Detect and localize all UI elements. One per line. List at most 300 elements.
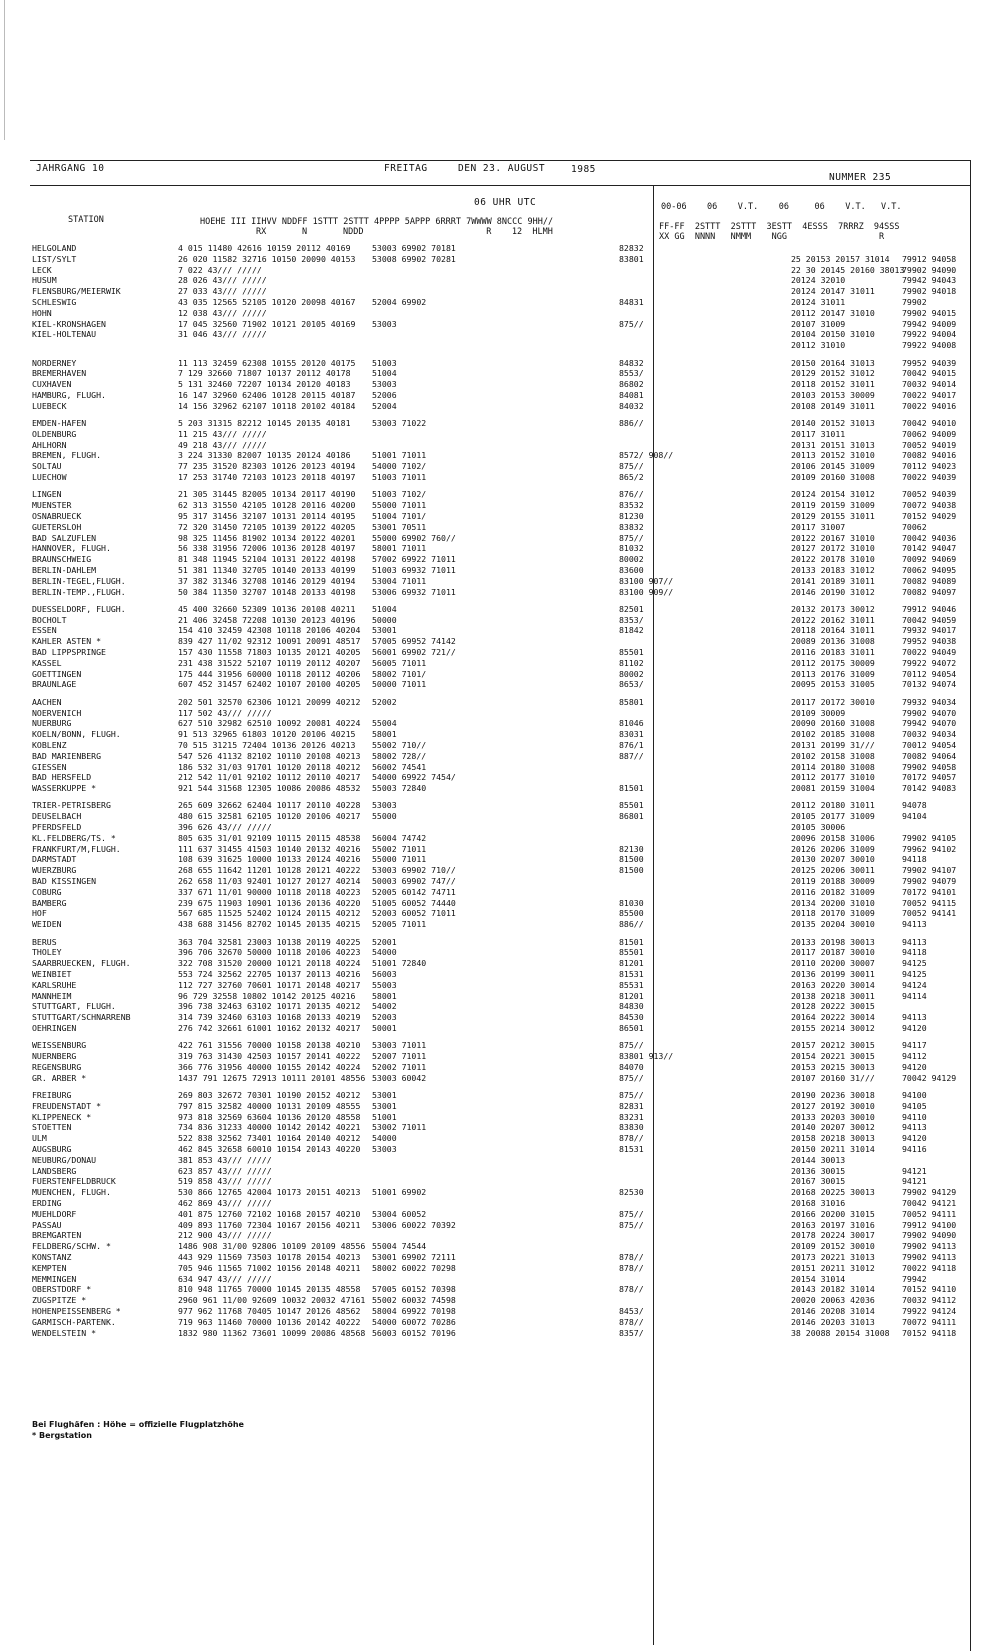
synop-groups-a: 810 948 11765 70000 10145 20135 48558: [178, 1284, 361, 1295]
synop-groups-c: 85801: [619, 696, 644, 707]
station-name: BERLIN-TEGEL,FLUGH.: [32, 575, 126, 586]
regional-groups: 20168 31016: [791, 1197, 846, 1208]
synop-groups-b: 58002 7101/: [372, 668, 427, 679]
station-name: KL.FELDBERG/TS. *: [32, 832, 116, 843]
observation-time: 06 UHR UTC: [474, 197, 537, 208]
station-name: BAD HERSFELD: [32, 772, 92, 783]
synop-groups-c: 84070: [619, 1061, 644, 1072]
synop-groups-a: 396 626 43/// /////: [178, 822, 272, 832]
station-name: KIEL-HOLTENAU: [32, 329, 97, 340]
regional-groups: 20178 20224 30017: [791, 1230, 875, 1241]
station-name: BREMEN, FLUGH.: [32, 450, 102, 461]
synop-groups-b: 57005 69952 74142: [372, 636, 456, 647]
synop-groups-c: 878//: [619, 1262, 644, 1273]
synop-groups-a: 1437 791 12675 72913 10111 20101 48556: [178, 1072, 366, 1083]
table-row: [32, 658, 967, 668]
synop-groups-c: 83100 909//: [619, 586, 674, 597]
table-row: [32, 379, 967, 389]
synop-groups-b: 55004: [372, 718, 397, 729]
extra-groups: 94078: [902, 800, 927, 811]
extra-groups: 94117: [902, 1040, 927, 1051]
station-name: HANNOVER, FLUGH.: [32, 543, 111, 554]
regional-groups: 20122 20162 31011: [791, 614, 875, 625]
synop-groups-b: 52003 60052 71011: [372, 908, 456, 919]
synop-groups-c: 83231: [619, 1111, 644, 1122]
station-name: GUETERSLOH: [32, 521, 82, 532]
regional-groups: 20133 20203 30010: [791, 1111, 875, 1122]
synop-groups-b: 50003 69902 747//: [372, 876, 456, 886]
table-row: [32, 440, 967, 450]
synop-groups-b: 55004 74544: [372, 1241, 427, 1252]
regional-groups: 20129 20152 31012: [791, 368, 875, 379]
regional-groups: 20124 20147 31011: [791, 286, 875, 297]
extra-groups: 70042 94121: [902, 1197, 957, 1208]
table-row: [32, 908, 967, 918]
synop-groups-b: 53001: [372, 1100, 397, 1111]
regional-groups: 20108 20149 31011: [791, 400, 875, 411]
extra-groups: 79942 94043: [902, 275, 957, 286]
regional-groups: 20132 20173 30012: [791, 603, 875, 614]
regional-groups: 20117 31007: [791, 521, 846, 532]
synop-groups-a: 5 203 31315 82212 10145 20135 40181: [178, 418, 351, 428]
table-row: [32, 329, 967, 339]
regional-groups: 20128 20222 30015: [791, 1001, 875, 1012]
table-row: [32, 286, 967, 296]
synop-groups-b: 52001: [372, 936, 397, 947]
station-name: PASSAU: [32, 1219, 62, 1230]
table-row: [32, 1328, 967, 1338]
table-row: [32, 887, 967, 897]
synop-groups-c: 80002: [619, 668, 644, 679]
synop-groups-b: 53003 69902 70181: [372, 243, 456, 253]
station-name: BRAUNSCHWEIG: [32, 554, 92, 565]
table-row: [32, 1112, 967, 1122]
synop-groups-a: 51 381 11340 32705 10140 20133 40199: [178, 564, 356, 575]
regional-groups: 20112 20147 31010: [791, 307, 875, 318]
synop-groups-c: 81201: [619, 990, 644, 1001]
regional-groups: 20090 20160 31008: [791, 718, 875, 729]
extra-groups: 79902 94015: [902, 307, 957, 318]
regional-groups: 20119 20159 31009: [791, 500, 875, 511]
synop-groups-a: 719 963 11460 70000 10136 20142 40222: [178, 1316, 361, 1327]
group-codes-subheader: RX N NDDD R 12 HLMH: [256, 227, 553, 237]
table-row: [32, 980, 967, 990]
station-name: BERLIN-TEMP.,FLUGH.: [32, 586, 126, 597]
regional-groups: 20135 20204 30010: [791, 919, 875, 930]
regional-groups: 38 20088 20154 31008: [791, 1327, 890, 1338]
extra-groups: 70112 94023: [902, 461, 957, 472]
station-name: KLIPPENECK *: [32, 1111, 92, 1122]
table-row: [32, 319, 967, 329]
synop-groups-b: 54000: [372, 1133, 397, 1144]
extra-groups: 94125: [902, 968, 927, 979]
extra-groups: 94113: [902, 936, 927, 947]
extra-groups: 70082 94089: [902, 575, 957, 586]
table-row: [32, 919, 967, 929]
table-row: [32, 669, 967, 679]
regional-groups: 20089 20136 31008: [791, 636, 875, 647]
synop-groups-b: 51003: [372, 357, 397, 368]
regional-groups: 20124 32010: [791, 275, 846, 286]
table-row: [32, 1101, 967, 1111]
extra-groups: 70092 94069: [902, 554, 957, 565]
table-row: [32, 1220, 967, 1230]
synop-groups-c: 865/2: [619, 472, 644, 482]
station-name: KARLSRUHE: [32, 979, 77, 990]
regional-groups: 20112 31010: [791, 340, 846, 351]
synop-groups-a: 212 542 11/01 92102 10112 20110 40217: [178, 772, 361, 783]
synop-groups-c: 81032: [619, 543, 644, 554]
year-label: 1985: [571, 164, 596, 175]
synop-groups-a: 366 776 31956 40000 10155 20142 40224: [178, 1061, 361, 1072]
synop-groups-c: 85500: [619, 908, 644, 919]
synop-groups-a: 81 348 11945 52104 10131 20122 40198: [178, 554, 356, 565]
station-name: MUENSTER: [32, 500, 72, 511]
synop-groups-b: 51003 69932 71011: [372, 564, 456, 575]
synop-groups-b: 58001: [372, 729, 397, 740]
regional-groups: 20173 20221 31013: [791, 1251, 875, 1262]
extra-groups: 79902 94129: [902, 1187, 957, 1198]
synop-groups-b: 53004 60052: [372, 1208, 427, 1219]
synop-groups-b: 54000 60072 70286: [372, 1316, 456, 1327]
station-name: KOBLENZ: [32, 739, 67, 750]
extra-groups: 79902 94090: [902, 264, 957, 275]
station-name: NORDERNEY: [32, 357, 77, 368]
table-row: [32, 833, 967, 843]
synop-groups-c: 82530: [619, 1187, 644, 1198]
table-row: [32, 1001, 967, 1011]
regional-groups: 20104 20150 31010: [791, 329, 875, 340]
synop-groups-b: 51004 7101/: [372, 510, 427, 521]
table-row: [32, 844, 967, 854]
synop-groups-b: 58002 728//: [372, 750, 427, 761]
regional-groups: 20117 31011: [791, 428, 846, 439]
table-row: [32, 1122, 967, 1132]
table-row: [32, 429, 967, 439]
synop-groups-a: 7 022 43/// /////: [178, 264, 262, 275]
synop-groups-b: 52002: [372, 696, 397, 707]
regional-groups: 20129 20155 31011: [791, 510, 875, 521]
synop-groups-c: 876/1: [619, 739, 644, 750]
synop-groups-a: 56 338 31956 72006 10136 20128 40197: [178, 543, 356, 554]
station-name: BERUS: [32, 936, 57, 947]
extra-groups: 94113: [902, 1012, 927, 1023]
synop-groups-a: 27 033 43/// /////: [178, 286, 267, 297]
station-name: THOLEY: [32, 947, 62, 958]
synop-groups-b: 58004 69922 70198: [372, 1305, 456, 1316]
extra-groups: 94113: [902, 919, 927, 930]
extra-groups: 70012 94054: [902, 739, 957, 750]
synop-groups-c: 83801 913//: [619, 1051, 674, 1061]
table-row: [32, 822, 967, 832]
extra-groups: 70072 94038: [902, 500, 957, 511]
synop-groups-c: 886//: [619, 919, 644, 930]
extra-groups: 70082 94016: [902, 450, 957, 461]
synop-groups-b: 52005 71011: [372, 919, 427, 930]
table-row: [32, 358, 967, 368]
synop-groups-a: 202 501 32570 62306 10121 20099 40212: [178, 696, 361, 707]
synop-groups-b: 57002 69922 71011: [372, 554, 456, 565]
regional-groups: 20107 20160 31///: [791, 1072, 875, 1083]
extra-groups: 79902 94070: [902, 707, 957, 718]
extra-groups: 94104: [902, 811, 927, 822]
synop-groups-c: 81501: [619, 783, 644, 794]
extra-groups: 70112 94054: [902, 668, 957, 679]
synop-groups-b: 50001: [372, 1022, 397, 1033]
synop-groups-b: 55002 60032 74598: [372, 1295, 456, 1306]
regional-groups: 20102 20185 31008: [791, 729, 875, 740]
right-codes-header: FF-FF 2STTT 2STTT 3ESTT 4ESSS 7RRRZ 94SSS: [659, 222, 900, 232]
synop-groups-a: 276 742 32661 61001 10162 20132 40217: [178, 1022, 361, 1033]
synop-groups-a: 319 763 31430 42503 10157 20141 40222: [178, 1051, 361, 1061]
extra-groups: 79942 94009: [902, 318, 957, 329]
synop-groups-c: 84081: [619, 389, 644, 400]
regional-groups: 20112 20180 31011: [791, 800, 875, 811]
extra-groups: 70152 94110: [902, 1284, 957, 1295]
extra-groups: 94120: [902, 1022, 927, 1033]
table-row: [32, 647, 967, 657]
synop-groups-b: 52004: [372, 400, 397, 411]
table-row: [32, 1051, 967, 1061]
extra-groups: 79932 94017: [902, 625, 957, 636]
station-name: GIESSEN: [32, 761, 67, 772]
regional-groups: 20164 20222 30014: [791, 1012, 875, 1023]
table-row: [32, 751, 967, 761]
table-row: [32, 679, 967, 689]
extra-groups: 94118: [902, 947, 927, 958]
synop-groups-c: 86802: [619, 379, 644, 390]
synop-groups-c: 82832: [619, 243, 644, 253]
table-row: [32, 937, 967, 947]
synop-groups-c: 83031: [619, 729, 644, 740]
extra-groups: 70072 94111: [902, 1316, 957, 1327]
table-row: [32, 1176, 967, 1186]
table-row: [32, 543, 967, 553]
table-row: [32, 729, 967, 739]
synop-groups-a: 462 845 32658 60010 10154 20143 40220: [178, 1143, 361, 1154]
table-row: [32, 390, 967, 400]
regional-groups: 20122 20167 31010: [791, 532, 875, 543]
station-name: FUERSTENFELDBRUCK: [32, 1176, 116, 1187]
station-name: SAARBRUECKEN, FLUGH.: [32, 958, 131, 969]
extra-groups: 79952 94038: [902, 636, 957, 647]
station-name: HOHN: [32, 307, 52, 318]
regional-groups: 20140 20207 30012: [791, 1122, 875, 1133]
station-name: OEHRINGEN: [32, 1022, 77, 1033]
synop-groups-a: 921 544 31568 12305 10086 20086 48532: [178, 783, 361, 794]
regional-groups: 20134 20200 31010: [791, 897, 875, 908]
regional-groups: 20119 20188 30009: [791, 876, 875, 886]
extra-groups: 94113: [902, 1122, 927, 1133]
table-row: [32, 708, 967, 718]
synop-groups-c: 84032: [619, 400, 644, 411]
synop-groups-a: 3 224 31330 82007 10135 20124 40186: [178, 450, 351, 461]
synop-groups-b: 51004: [372, 368, 397, 379]
synop-groups-a: 7 129 32660 71807 10137 20112 40178: [178, 368, 351, 379]
synop-groups-b: 54000: [372, 947, 397, 958]
synop-groups-a: 1486 908 31/00 92806 10109 20109 48556: [178, 1241, 366, 1252]
regional-groups: 20103 20153 30009: [791, 389, 875, 400]
extra-groups: 70152 94118: [902, 1327, 957, 1338]
synop-groups-c: 8353/: [619, 614, 644, 625]
regional-groups: 20146 20208 31014: [791, 1305, 875, 1316]
synop-groups-c: 84830: [619, 1001, 644, 1012]
synop-groups-a: 70 515 31215 72404 10136 20126 40213: [178, 739, 356, 750]
synop-groups-b: 50000 71011: [372, 679, 427, 690]
synop-groups-a: 4 015 11480 42616 10159 20112 40169: [178, 243, 351, 253]
regional-groups: 20020 20063 42036: [791, 1295, 875, 1306]
synop-groups-a: 396 706 32670 50000 10118 20106 40223: [178, 947, 361, 958]
synop-groups-b: 53003 71011: [372, 1040, 427, 1051]
synop-groups-b: 55000 69902 760//: [372, 532, 456, 543]
regional-groups: 20118 20152 31011: [791, 379, 875, 390]
regional-groups: 20140 20152 31013: [791, 418, 875, 428]
synop-groups-a: 422 761 31556 70000 10158 20138 40210: [178, 1040, 361, 1051]
synop-groups-a: 91 513 32965 61803 10120 20106 40215: [178, 729, 356, 740]
station-name: AUGSBURG: [32, 1143, 72, 1154]
synop-groups-a: 231 438 31522 52107 10119 20112 40207: [178, 657, 361, 668]
extra-groups: 70052 94141: [902, 908, 957, 919]
extra-groups: 94124: [902, 979, 927, 990]
table-row: [32, 1317, 967, 1327]
table-row: [32, 636, 967, 646]
station-name: BAD SALZUFLEN: [32, 532, 97, 543]
synop-groups-c: 81842: [619, 625, 644, 636]
table-row: [32, 762, 967, 772]
synop-groups-c: 878//: [619, 1284, 644, 1295]
synop-groups-a: 567 685 11525 52402 10124 20115 40212: [178, 908, 361, 919]
regional-groups: 20144 30013: [791, 1154, 846, 1165]
synop-groups-b: 56001 69902 721//: [372, 647, 456, 657]
extra-groups: 70082 94064: [902, 750, 957, 761]
synop-groups-b: 56003: [372, 968, 397, 979]
synop-groups-b: 56004 74742: [372, 832, 427, 843]
station-name: FRANKFURT/M,FLUGH.: [32, 843, 121, 854]
issue-number: NUMMER 235: [829, 172, 892, 183]
regional-groups: 20155 20214 30012: [791, 1022, 875, 1033]
regional-groups: 20116 20182 31009: [791, 886, 875, 897]
station-name: BAD MARIENBERG: [32, 750, 102, 761]
synop-groups-a: 462 869 43/// /////: [178, 1197, 272, 1208]
extra-groups: 79902 94113: [902, 1251, 957, 1262]
synop-groups-a: 797 815 32582 40000 10131 20109 48555: [178, 1100, 361, 1111]
table-row: [32, 461, 967, 471]
regional-groups: 20105 30006: [791, 822, 846, 832]
synop-groups-b: 55000: [372, 811, 397, 822]
regional-groups: 20110 20200 30007: [791, 958, 875, 969]
table-row: [32, 587, 967, 597]
synop-groups-a: 269 803 32672 70301 10190 20152 40212: [178, 1089, 361, 1100]
synop-groups-a: 77 235 31520 82303 10126 20123 40194: [178, 461, 356, 472]
synop-groups-b: 53003: [372, 800, 397, 811]
extra-groups: 70052 94111: [902, 1208, 957, 1219]
table-row: [32, 1012, 967, 1022]
table-row: [32, 1040, 967, 1050]
extra-groups: 79902 94079: [902, 876, 957, 886]
table-row: [32, 533, 967, 543]
regional-groups: 20154 20221 30015: [791, 1051, 875, 1061]
synop-groups-c: 8572/ 908//: [619, 450, 674, 461]
table-row: [32, 308, 967, 318]
synop-groups-c: 83100 907//: [619, 575, 674, 586]
table-row: [32, 783, 967, 793]
table-row: [32, 1295, 967, 1305]
synop-groups-a: 175 444 31956 60000 10118 20112 40206: [178, 668, 361, 679]
extra-groups: 70032 94112: [902, 1295, 957, 1306]
synop-groups-a: 363 704 32581 23003 10138 20119 40225: [178, 936, 361, 947]
extra-groups: 79912 94100: [902, 1219, 957, 1230]
station-name: LUEBECK: [32, 400, 67, 411]
station-name: KONSTANZ: [32, 1251, 72, 1262]
extra-groups: 70172 94057: [902, 772, 957, 783]
synop-groups-a: 96 729 32558 10802 10142 20125 40216: [178, 990, 356, 1001]
table-row: [32, 418, 967, 428]
regional-groups: 20109 20160 31008: [791, 472, 875, 482]
station-name: LANDSBERG: [32, 1165, 77, 1176]
extra-groups: 79902 94105: [902, 832, 957, 843]
synop-groups-b: 51003 71011: [372, 472, 427, 482]
table-row: [32, 1209, 967, 1219]
regional-groups: 20118 20170 31009: [791, 908, 875, 919]
synop-groups-c: 82130: [619, 843, 644, 854]
synop-groups-c: 83832: [619, 521, 644, 532]
regional-groups: 20096 20158 31006: [791, 832, 875, 843]
regional-groups: 20127 20192 30010: [791, 1100, 875, 1111]
synop-groups-a: 11 215 43/// /////: [178, 428, 267, 439]
station-name: BAD KISSINGEN: [32, 876, 97, 886]
synop-groups-a: 705 946 11565 71002 10156 20148 40211: [178, 1262, 361, 1273]
regional-groups: 20136 20199 30011: [791, 968, 875, 979]
regional-groups: 20167 30015: [791, 1176, 846, 1187]
extra-groups: 79922 94008: [902, 340, 957, 351]
station-name: HOF: [32, 908, 47, 919]
regional-groups: 20109 30009: [791, 707, 846, 718]
extra-groups: 70032 94034: [902, 729, 957, 740]
regional-groups: 20102 20158 31008: [791, 750, 875, 761]
station-name: MUENCHEN, FLUGH.: [32, 1187, 111, 1198]
station-name: FELDBERG/SCHW. *: [32, 1241, 111, 1252]
extra-groups: 79902 94058: [902, 761, 957, 772]
synop-groups-a: 157 430 11558 71803 10135 20121 40205: [178, 647, 361, 657]
synop-groups-c: 82831: [619, 1100, 644, 1111]
station-name: AHLHORN: [32, 439, 67, 450]
synop-groups-a: 28 026 43/// /////: [178, 275, 267, 286]
table-row: [32, 1144, 967, 1154]
regional-groups: 20163 20220 30014: [791, 979, 875, 990]
extra-groups: 70042 94129: [902, 1072, 957, 1083]
station-name: SOLTAU: [32, 461, 62, 472]
station-name: NUERNBERG: [32, 1051, 77, 1061]
extra-groups: 70062 94009: [902, 428, 957, 439]
table-row: [32, 576, 967, 586]
table-row: [32, 876, 967, 886]
synop-groups-a: 117 502 43/// /////: [178, 707, 272, 718]
station-name: ULM: [32, 1133, 47, 1144]
regional-groups: 20116 20183 31011: [791, 647, 875, 657]
synop-groups-c: 84832: [619, 357, 644, 368]
extra-groups: 79922 94072: [902, 657, 957, 668]
synop-groups-a: 26 020 11582 32716 10150 20090 40153: [178, 253, 356, 264]
synop-groups-b: 55000 71011: [372, 500, 427, 511]
extra-groups: 70042 94015: [902, 368, 957, 379]
synop-groups-a: 16 147 32960 62406 10128 20115 40187: [178, 389, 356, 400]
regional-groups: 20143 20182 31014: [791, 1284, 875, 1295]
table-row: [32, 1241, 967, 1251]
table-row: [32, 275, 967, 285]
synop-groups-b: 54000 7102/: [372, 461, 427, 472]
extra-groups: 70152 94029: [902, 510, 957, 521]
synop-groups-b: 51003 7102/: [372, 489, 427, 500]
